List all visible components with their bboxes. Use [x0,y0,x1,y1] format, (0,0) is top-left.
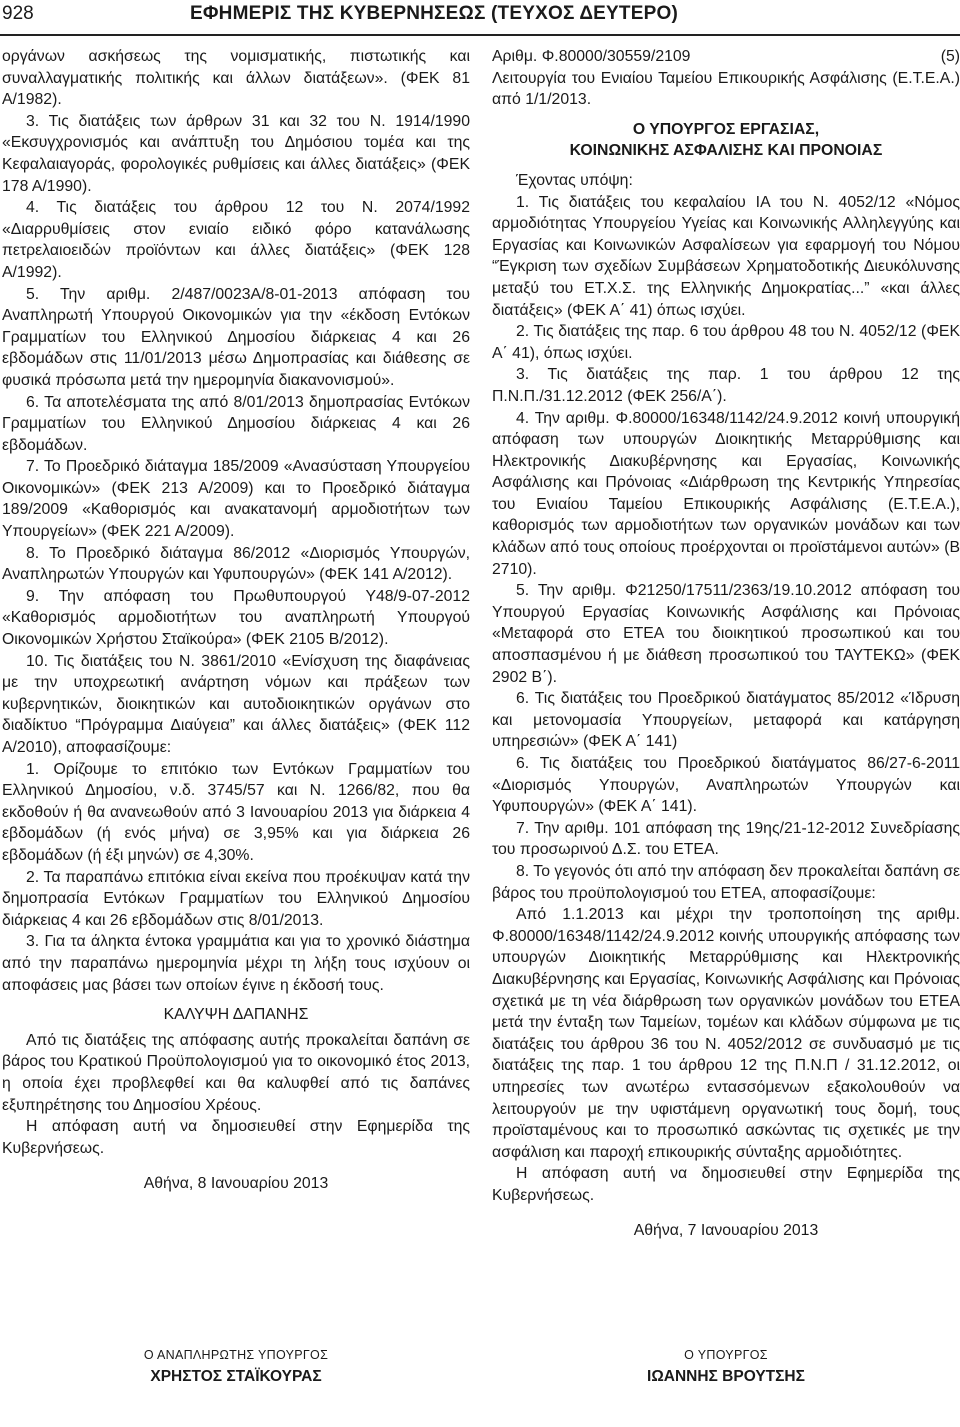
paragraph: 6. Τα αποτελέσματα της από 8/01/2013 δημοπρασίας Εντόκων Γραμματίων του Ελληνικού Δημοσίου διάρκειας 4 και 26 εβδομάδων. [2,393,470,454]
reference-line [492,46,960,68]
paragraph: 3. Τις διατάξεις των άρθρων 31 και 32 του Ν. 1914/1990 «Εκσυγχρονισμός και ανάπτυξη του Δημόσιου τομέα και της Κεφαλαιαγοράς, φορολογικές ρυθμίσεις και άλλες διατάξεις» (ΦΕΚ 178 Α/1990). [2,112,470,195]
heading-line: Ο ΥΠΟΥΡΓΟΣ ΕΡΓΑΣΙΑΣ, [632,120,820,138]
paragraph: Από 1.1.2013 και μέχρι την τροποποίηση της αριθμ. Φ.80000/16348/1142/24.9.2012 κοινής υπουργικής απόφασης των υπουργών Διοικητικής Μεταρρύθμισης και Ηλεκτρονικής Διακυβέρνησης και Εργασίας, Κοινωνικής Ασφάλισης και Πρόνοιας σχετικά με τη νέα διάρθρωση των οργανικών μονάδων του ΕΤΕΑ μετά την ένταξη των Ταμείων, τομέων και κλάδων σύμφωνα με τις διατάξεις του άρθρου 36 του Ν. 4052/2012 σε συνδυασμό με τις διατάξεις της παρ. 1 του άρθρου 12 της Π.Ν.Π / 31.12.2012, οι υπηρεσίες των ανωτέρω εντασσόμενων εξακολουθούν να λειτουργούν με την υφιστάμενη οργανωτική τους δομή, τους προϊσταμένους και το προσωπικό ασκώντας τις σχετικές με την ασφάλιση και παροχή επικουρικής σύνταξης αρμοδιότητες. [492,906,960,1161]
paragraph: 4. Τις διατάξεις του άρθρου 12 του Ν. 2074/1992 «Διαρρυθμίσεις στον ενιαίο ειδικό φόρο κατανάλωσης πετρελαιοειδών προϊόντων και άλλες διατάξεις» (ΦΕΚ 128 Α/1992). [2,199,470,281]
right-column [492,46,960,1242]
subject: Λειτουργία του Ενιαίου Ταμείου Επικουρικής Ασφάλισης (Ε.Τ.Ε.Α.) από 1/1/2013. [492,69,960,109]
paragraph: 10. Τις διατάξεις του Ν. 3861/2010 «Ενίσχυση της διαφάνειας με την υποχρεωτική ανάρτηση νόμων και πράξεων των κυβερνητικών, διοικητικών και αυτοδιοικητικών οργάνων στο διαδίκτυο “Πρόγραμμα Διαύγεια” και άλλες διατάξεις» (ΦΕΚ 112 Α/2010), αποφασίζουμε: [2,652,470,756]
paragraph: 3. Για τα άληκτα έντοκα γραμμάτια και για το χρονικό διάστημα από την παραπάνω ημερομηνία μέχρι τη λήξη τους ισχύουν οι αποφάσεις μας βάσει των οποίων έγινε η έκδοσή τους. [2,933,470,994]
paragraph: 5. Την αριθμ. Φ21250/17511/2363/19.10.2012 απόφαση του Υπουργού Εργασίας Κοινωνικής Ασφάλισης και Πρόνοιας «Μεταφορά στο ΕΤΕΑ του διοικητικού προσωπικού και του αποσπασμένου ή με διάθεση προσωπικού του ΤΑΥΤΕΚΩ» (ΦΕΚ 2902 Β΄). [492,582,960,686]
paragraph: 1. Ορίζουμε το επιτόκιο των Εντόκων Γραμματίων του Ελληνικού Δημοσίου, ν.δ. 3745/57 και Ν. 1266/82, που θα εκδοθούν ή θα ανανεωθούν από 3 Ιανουαρίου 2013 για διάρκεια 4 εβδομάδων (ή ενός μήνα) σε 3,95% και για διάρκεια 26 εβδομάδων (ή έξι μηνών) σε 4,30%. [2,760,470,864]
section-title: ΚΑΛΥΨΗ ΔΑΠΑΝΗΣ [163,1006,309,1024]
paragraph: 6. Τις διατάξεις του Προεδρικού διατάγματος 85/2012 «Ίδρυση και μετονομασία Υπουργείων, μεταφορά και κατάργηση υπηρεσιών» (ΦΕΚ Α΄ 141) [492,690,960,751]
paragraph: Η απόφαση αυτή να δημοσιευθεί στην Εφημερίδα της Κυβερνήσεως. [492,1165,960,1204]
reference-id: Αριθμ. Φ.80000/30559/2109 [492,48,691,65]
signer-name: ΙΩΑΝΝΗΣ ΒΡΟΥΤΣΗΣ [647,1368,805,1385]
signer-role: Ο ΑΝΑΠΛΗΡΩΤΗΣ ΥΠΟΥΡΓΟΣ [143,1348,329,1362]
left-column [2,46,470,1195]
paragraph: 5. Την αριθμ. 2/487/0023Α/8-01-2013 απόφαση του Αναπληρωτή Υπουργού Οικονομικών για την «έκδοση Εντόκων Γραμματίων του Ελληνικού Δημοσίου διάρκειας 4 και 26 εβδομάδων στις 11/01/2013 μέσω Δημοπρασίας και διάθεσης σε φυσικά πρόσωπα μετά την ημερομηνία διακανονισμού». [2,285,470,389]
page-number: 928 [2,3,34,24]
paragraph: 1. Τις διατάξεις του κεφαλαίου ΙΑ του Ν. 4052/12 «Νόμος αρμοδιότητας Υπουργείου Υγείας και Κοινωνικής Αλληλεγγύης και Εργασίας και Κοινωνικών Ασφαλίσεων για εφαρμογή του Νόμου “Έγκριση των σχεδίων Συμβάσεων Χρηματοδοτικής Διευκόλυνσης μεταξύ του ΕΤ.Χ.Σ. της Ελληνικής Δημοκρατίας...” «και άλλες διατάξεις» (ΦΕΚ Α΄ 41) όπως ισχύει. [492,193,960,319]
page-header [0,0,960,36]
signature-block-left [2,1348,470,1386]
paragraph: 7. Την αριθμ. 101 απόφαση της 19ης/21-12-2012 Συνεδρίασης του προσωρινού Δ.Σ. του ΕΤΕΑ. [492,819,960,859]
signer-role: Ο ΥΠΟΥΡΓΟΣ [684,1348,768,1362]
gazette-title: ΕΦΗΜΕΡΙΣ ΤΗΣ ΚΥΒΕΡΝΗΣΕΩΣ (ΤΕΥΧΟΣ ΔΕΥΤΕΡΟ) [190,3,678,24]
heading-line: ΚΟΙΝΩΝΙΚΗΣ ΑΣΦΑΛΙΣΗΣ ΚΑΙ ΠΡΟΝΟΙΑΣ [569,142,883,160]
paragraph: 4. Την αριθμ. Φ.80000/16348/1142/24.9.2012 κοινή υπουργική απόφαση των υπουργών Διοικητικής Μεταρρύθμισης και Ηλεκτρονικής Διακυβέρνησης και Εργασίας, Κοινωνικής Ασφάλισης και Πρόνοιας «Διάρθρωση της Κεντρικής Υπηρεσίας του Ενιαίου Ταμείου Επικουρικής Ασφάλισης (Ε.Τ.Ε.Α.), καθορισμός των αρμοδιοτήτων των οργανικών μονάδων και των κλάδων από τους οποίους προέρχονται οι προϊστάμενοι αυτών» (Β 2710). [492,409,960,578]
reference-number: (5) [940,48,960,65]
signature-block-right [492,1348,960,1386]
paragraph: 2. Τα παραπάνω επιτόκια είναι εκείνα που προέκυψαν κατά την δημοπρασία Εντόκων Γραμματίων του Ελληνικού Δημοσίου διάρκειας 4 και 26 εβδομάδων στις 8/01/2013. [2,868,470,929]
date-line: Αθήνα, 7 Ιανουαρίου 2013 [633,1222,819,1240]
paragraph: Από τις διατάξεις της απόφασης αυτής προκαλείται δαπάνη σε βάρος του Κρατικού Προϋπολογισμού για το οικονομικό έτος 2013, η οποία έχει προβλεφθεί και θα καλυφθεί από τις δαπάνες εξυπηρέτησης του Δημοσίου Χρέους. [2,1031,470,1114]
having-regard: Έχοντας υπόψη: [516,171,633,189]
paragraph: 8. Το Προεδρικό διάταγμα 86/2012 «Διορισμός Υπουργών, Αναπληρωτών Υπουργών και Υφυπουργών» (ΦΕΚ 141 Α/2012). [2,544,470,584]
ministry-heading [492,119,960,162]
paragraph: 9. Την απόφαση του Πρωθυπουργού Υ48/9-07-2012 «Καθορισμός αρμοδιοτήτων του αναπληρωτή Υπουργού Οικονομικών Χρήστου Σταϊκούρα» (ΦΕΚ 2105 Β/2012). [2,587,470,649]
paragraph: Η απόφαση αυτή να δημοσιευθεί στην Εφημερίδα της Κυβερνήσεως. [2,1118,470,1157]
paragraph: 7. Το Προεδρικό διάταγμα 185/2009 «Ανασύσταση Υπουργείου Οικονομικών» (ΦΕΚ 213 Α/2009) και το Προεδρικό διάταγμα 189/2009 «Καθορισμός και ανακατανομή αρμοδιοτήτων των Υπουργείων» (ΦΕΚ 221 Α/2009). [2,458,470,541]
paragraph: 3. Τις διατάξεις της παρ. 1 του άρθρου 12 της Π.Ν.Π./31.12.2012 (ΦΕΚ 256/Α΄). [492,366,960,405]
paragraph: 6. Τις διατάξεις του Προεδρικού διατάγματος 86/27-6-2011 «Διορισμός Υπουργών, Αναπληρωτών Υπουργών και Υφυπουργών» (ΦΕΚ Α΄ 141). [492,755,960,816]
signer-name: ΧΡΗΣΤΟΣ ΣΤΑΪΚΟΥΡΑΣ [150,1368,322,1385]
paragraph: 8. Το γεγονός ότι από την απόφαση δεν προκαλείται δαπάνη σε βάρος του προϋπολογισμού του ΕΤΕΑ, αποφασίζουμε: [492,862,960,902]
paragraph: 2. Τις διατάξεις της παρ. 6 του άρθρου 48 του Ν. 4052/12 (ΦΕΚ Α΄ 41), όπως ισχύει. [492,323,960,362]
date-line: Αθήνα, 8 Ιανουαρίου 2013 [143,1175,329,1193]
paragraph: οργάνων ασκήσεως της νομισματικής, πιστωτικής και συναλλαγματικής πολιτικής και άλλων διατάξεων». (ΦΕΚ 81 Α/1982). [2,48,470,109]
